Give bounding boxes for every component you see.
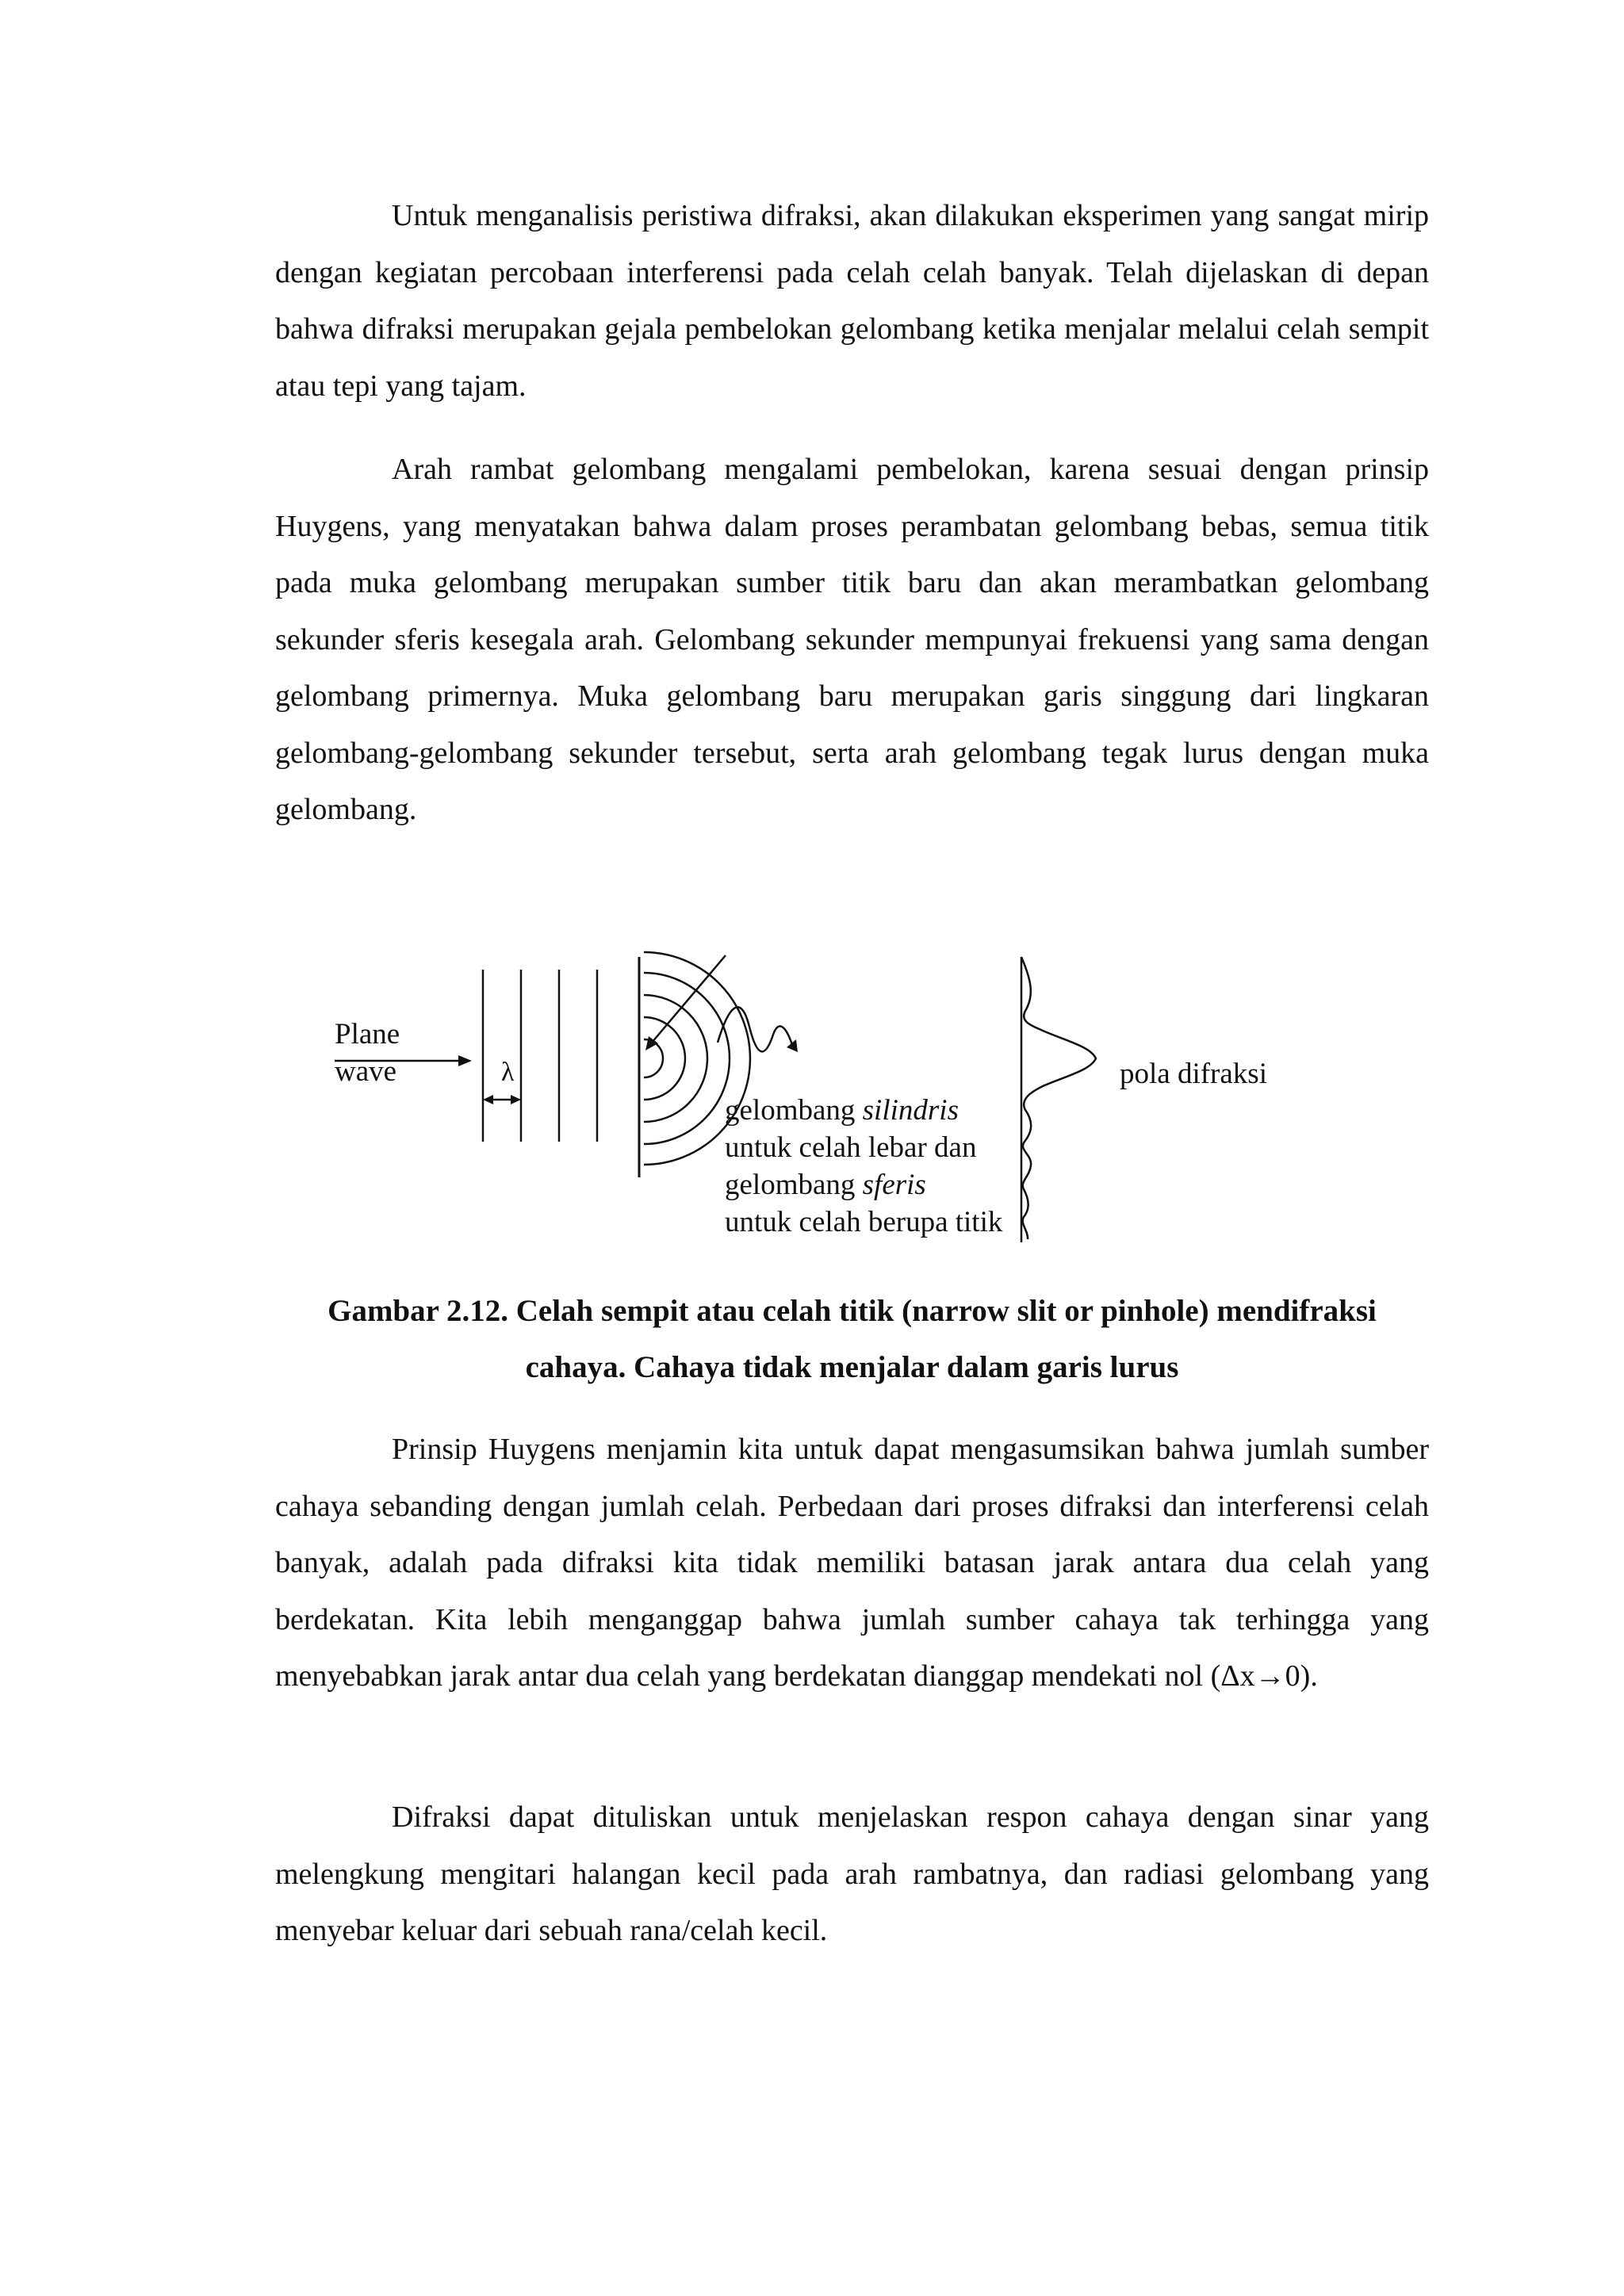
plane-wave-label-line2: wave — [335, 1055, 397, 1088]
wave-type-label — [725, 1092, 1002, 1241]
paragraph-difraksi-definition: Difraksi dapat dituliskan untuk menjelaskan respon cahaya dengan sinar yang melengkung mengitari halangan kecil pada arah rambatnya, dan radiasi gelombang yang menyebar keluar dari sebuah rana/celah kecil. — [275, 1800, 1429, 1947]
diffraction-pattern-curve — [1021, 957, 1096, 1239]
plane-wavefronts — [483, 970, 597, 1142]
paragraph-huygens-sources: Prinsip Huygens menjamin kita untuk dapat mengasumsikan bahwa jumlah sumber cahaya sebanding dengan jumlah celah. Perbedaan dari proses difraksi dan interferensi celah banyak, adalah pada difraksi kita tidak memiliki batasan jarak antara dua celah yang berdekatan. Kita lebih menganggap bahwa jumlah sumber cahaya tak terhingga yang menyebabkan jarak antar dua celah yang berdekatan dianggap mendekati nol (Δx→0). — [275, 1433, 1429, 1693]
wave-label-line4: untuk celah berupa titik — [725, 1206, 1003, 1238]
squiggle-arrow — [718, 1007, 798, 1052]
wave-label-line1 — [725, 1092, 1002, 1129]
radius-arrow — [645, 955, 726, 1050]
diffraction-figure — [317, 947, 1308, 1249]
wavelength-arrow — [483, 1095, 521, 1104]
wave-label-line1-b: silindris — [862, 1094, 959, 1127]
diffraction-pattern-label: pola difraksi — [1120, 1058, 1267, 1090]
plane-wave-label-line1: Plane — [335, 1018, 400, 1050]
wave-label-line3 — [725, 1166, 1002, 1203]
figure-caption-line2: cahaya. Cahaya tidak menjalar dalam garis lurus — [525, 1350, 1179, 1384]
wave-label-line1-a: gelombang — [725, 1094, 863, 1127]
wave-label-line3-a: gelombang — [725, 1169, 863, 1201]
lambda-label: λ — [501, 1058, 515, 1087]
paragraph-difraksi-intro: Untuk menganalisis peristiwa difraksi, akan dilakukan eksperimen yang sangat mirip dengan kegiatan percobaan interferensi pada celah celah banyak. Telah dijelaskan di depan bahwa difraksi merupakan gejala pembelokan gelombang ketika menjalar melalui celah sempit atau tepi yang tajam. — [275, 199, 1429, 403]
wave-label-line3-b: sferis — [862, 1169, 926, 1201]
plane-wave-label — [335, 1016, 400, 1090]
figure-caption-line1: Gambar 2.12. Celah sempit atau celah titik (narrow slit or pinhole) mendifraksi — [327, 1294, 1377, 1328]
paragraph-huygens-principle: Arah rambat gelombang mengalami pembelokan, karena sesuai dengan prinsip Huygens, yang menyatakan bahwa dalam proses perambatan gelombang bebas, semua titik pada muka gelombang merupakan sumber titik baru dan akan merambatkan gelombang sekunder sferis kesegala arah. Gelombang sekunder mempunyai frekuensi yang sama dengan gelombang primernya. Muka gelombang baru merupakan garis singgung dari lingkaran gelombang-gelombang sekunder tersebut, serta arah gelombang tegak lurus dengan muka gelombang. — [275, 453, 1429, 826]
wave-label-line2: untuk celah lebar dan — [725, 1131, 977, 1164]
figure-caption — [275, 1283, 1429, 1395]
